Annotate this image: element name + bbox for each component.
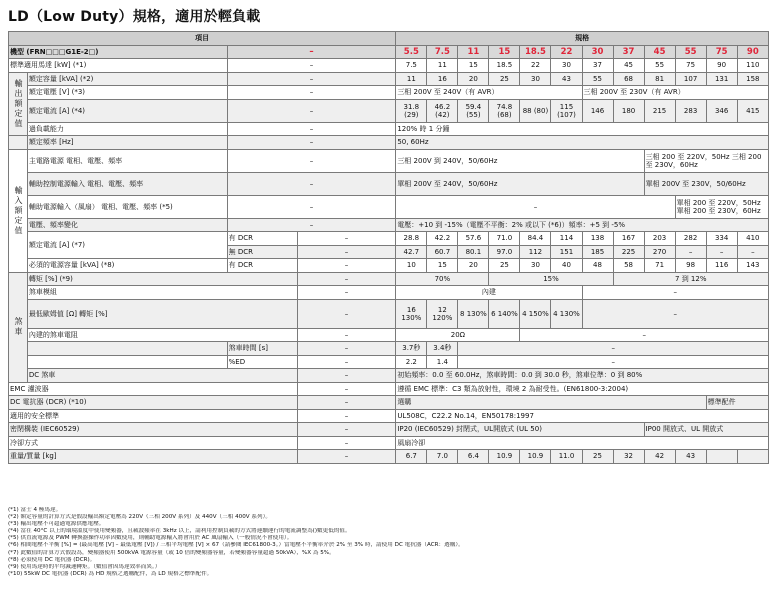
minres-value-none: – xyxy=(582,299,769,328)
input-current-label: 額定電流 [A] (*7) xyxy=(27,232,227,259)
brake-resistor-dash: – xyxy=(297,328,396,342)
emc-label: EMC 濾波器 xyxy=(9,382,298,396)
emc-value: 遵循 EMC 標準：C3 類為放射性，環境 2 為耐受性。(EN61800-3:2004) xyxy=(396,382,769,396)
brake-dc-value: 初始頻率：0.0 至 60.0Hz，煞車時間：0.0 到 30.0 秒，煞車位準：0 到 80% xyxy=(396,369,769,383)
brake-ed-value-none: – xyxy=(458,355,769,369)
footnote: (*3) 輸出電壓不可超過電源供應電壓。 xyxy=(8,521,105,528)
current-value: 74.8 (68) xyxy=(489,99,520,122)
input-main-value-220-230: 三相 200 至 220V，50Hz 三相 200 至 230V，60Hz xyxy=(644,149,768,172)
capacity-value: 107 xyxy=(675,72,706,86)
dcr-row xyxy=(9,396,769,410)
footnotes xyxy=(8,507,768,578)
motor-value: 45 xyxy=(613,59,644,73)
power-value: 40 xyxy=(551,259,582,273)
dcr-value-option: 選購 xyxy=(396,396,706,410)
model-value: 55 xyxy=(675,45,706,59)
weight-label: 重量/質量 [kg] xyxy=(9,450,298,464)
input-variation-row xyxy=(9,218,769,232)
current-value: 46.2 (42) xyxy=(427,99,458,122)
minres-value: 8 130% xyxy=(458,299,489,328)
motor-value: 22 xyxy=(520,59,551,73)
output-current-row xyxy=(9,99,769,122)
nodcr-value: 151 xyxy=(551,245,582,259)
nodcr-value: 225 xyxy=(613,245,644,259)
weight-value: 43 xyxy=(675,450,706,464)
emc-dash: – xyxy=(297,382,396,396)
output-voltage-value-200-230: 三相 200V 至 230V（有 AVR） xyxy=(582,86,769,100)
brake-resistor-label: 內建的煞車電阻 xyxy=(27,328,297,342)
overload-label: 過負載能力 xyxy=(27,122,227,136)
weight-value: 6.4 xyxy=(458,450,489,464)
input-aux-dash: – xyxy=(227,172,396,195)
motor-row xyxy=(9,59,769,73)
dcr-value: 282 xyxy=(675,232,706,246)
input-fan-label: 輔助電源輸入（風扇） 電相、電壓、頻率 (*5) xyxy=(27,195,227,218)
cooling-dash: – xyxy=(297,436,396,450)
input-current-dcr-dash: – xyxy=(297,232,396,246)
nodcr-value: 112 xyxy=(520,245,551,259)
brake-transistor-value-none: – xyxy=(582,286,769,300)
model-value: 45 xyxy=(644,45,675,59)
cooling-label: 冷卻方式 xyxy=(9,436,298,450)
output-voltage-label: 額定電壓 [V] (*3) xyxy=(27,86,227,100)
model-value: 7.5 xyxy=(427,45,458,59)
freq-row xyxy=(9,136,769,150)
capacity-value: 81 xyxy=(644,72,675,86)
power-value: 20 xyxy=(458,259,489,273)
freq-label: 額定頻率 [Hz] xyxy=(27,136,227,150)
overload-dash: – xyxy=(227,122,396,136)
model-value: 11 xyxy=(458,45,489,59)
brake-torque-dash: – xyxy=(297,272,396,286)
weight-value: 42 xyxy=(644,450,675,464)
dcr-value: 42.2 xyxy=(427,232,458,246)
output-capacity-dash: – xyxy=(227,72,396,86)
input-fan-value: 單相 200 至 220V，50Hz 單相 200 至 230V，60Hz xyxy=(675,195,768,218)
output-current-dash: – xyxy=(227,99,396,122)
brake-ed-value-2-2: 2.2 xyxy=(396,355,427,369)
power-value: 25 xyxy=(489,259,520,273)
power-value: 58 xyxy=(613,259,644,273)
power-value: 48 xyxy=(582,259,613,273)
footnote: (*7) 此數值的計算方式假設為，變頻器使用 500kVA 電源容量（或 10 倍的變頻器容量，若變頻器容量超過 50kVA），%X 為 5%。 xyxy=(8,549,335,556)
output-current-label: 額定電流 [A] (*4) xyxy=(27,99,227,122)
brake-dc-dash: – xyxy=(297,369,396,383)
braking-group-label: 煞車 xyxy=(9,272,28,382)
motor-value: 37 xyxy=(582,59,613,73)
brake-torque-row xyxy=(9,272,769,286)
input-group-label: 輸入額定值 xyxy=(9,149,28,272)
input-main-label: 主電路電源 電相、電壓、頻率 xyxy=(27,149,227,172)
output-group-label: 輸出額定值 xyxy=(9,72,28,136)
header-spec: 規格 xyxy=(396,32,769,46)
brake-time-dash: – xyxy=(297,342,396,356)
brake-minres-dash: – xyxy=(297,299,396,328)
current-value: 415 xyxy=(737,99,768,122)
safety-dash: – xyxy=(297,409,396,423)
input-aux-value-240: 單相 200V 至 240V，50/60Hz xyxy=(396,172,644,195)
output-capacity-label: 額定容量 [kVA] (*2) xyxy=(27,72,227,86)
brake-time-label: 煞車時間 [s] xyxy=(227,342,297,356)
model-label: 機型 (FRN□□□G1E-2□) xyxy=(9,45,228,59)
footnote: (*8) 必須使用 DC 電抗器 (DCR)。 xyxy=(8,556,96,563)
weight-value: 32 xyxy=(613,450,644,464)
safety-row xyxy=(9,409,769,423)
input-fan-value-none: – xyxy=(396,195,675,218)
output-capacity-row xyxy=(9,72,769,86)
input-variation-label: 電壓、頻率變化 xyxy=(27,218,227,232)
capacity-value: 43 xyxy=(551,72,582,86)
current-value: 283 xyxy=(675,99,706,122)
nodcr-value: 185 xyxy=(582,245,613,259)
brake-resistor-row xyxy=(9,328,769,342)
model-value: 18.5 xyxy=(520,45,551,59)
motor-value: 110 xyxy=(737,59,768,73)
current-value: 346 xyxy=(706,99,737,122)
brake-resistor-value-none: – xyxy=(520,328,769,342)
input-current-nodcr-label: 無 DCR xyxy=(227,245,297,259)
freq-dash: – xyxy=(227,136,396,150)
brake-ed-value-1-4: 1.4 xyxy=(427,355,458,369)
brake-ed-dash: – xyxy=(297,355,396,369)
input-variation-value: 電壓：+10 到 -15%（電壓不平衡：2% 或以下 (*6)）頻率：+5 到 -5% xyxy=(396,218,769,232)
motor-value: 75 xyxy=(675,59,706,73)
brake-transistor-dash: – xyxy=(297,286,396,300)
weight-value: 11.0 xyxy=(551,450,582,464)
input-current-dcr-label: 有 DCR xyxy=(227,232,297,246)
brake-time-value-3-4: 3.4秒 xyxy=(427,342,458,356)
input-main-value-240: 三相 200V 到 240V，50/60Hz xyxy=(396,149,644,172)
brake-torque-label: 轉矩 [%] (*9) xyxy=(27,272,297,286)
dcr-value: 28.8 xyxy=(396,232,427,246)
current-value: 180 xyxy=(613,99,644,122)
brake-transistor-value-builtin: 內建 xyxy=(396,286,582,300)
power-value: 116 xyxy=(706,259,737,273)
brake-ed-label: %ED xyxy=(227,355,297,369)
current-value: 88 (80) xyxy=(520,99,551,122)
current-value: 115 (107) xyxy=(551,99,582,122)
input-aux-value-230: 單相 200V 至 230V，50/60Hz xyxy=(644,172,768,195)
current-value: 146 xyxy=(582,99,613,122)
minres-value: 6 140% xyxy=(489,299,520,328)
input-power-label: 必須的電源容量 [kVA] (*8) xyxy=(27,259,227,273)
footnote: (*9) 使用馬達時的平均減速轉矩。（數值會因馬達效率而異。） xyxy=(8,563,161,570)
freq-value: 50, 60Hz xyxy=(396,136,769,150)
motor-label: 標準適用馬達 [kW] (*1) xyxy=(9,59,228,73)
brake-dc-row xyxy=(9,369,769,383)
dcr-value: 84.4 xyxy=(520,232,551,246)
weight-value: 10.9 xyxy=(489,450,520,464)
brake-torque-value-70: 70% xyxy=(396,272,489,286)
nodcr-value: 60.7 xyxy=(427,245,458,259)
model-value: 15 xyxy=(489,45,520,59)
model-value: 30 xyxy=(582,45,613,59)
motor-value: 7.5 xyxy=(396,59,427,73)
weight-row xyxy=(9,450,769,464)
nodcr-value: – xyxy=(737,245,768,259)
capacity-value: 25 xyxy=(489,72,520,86)
overload-row xyxy=(9,122,769,136)
dcr-value-standard: 標準配件 xyxy=(706,396,768,410)
input-fan-row xyxy=(9,195,769,218)
brake-transistor-label: 煞車模組 xyxy=(27,286,297,300)
nodcr-value: 42.7 xyxy=(396,245,427,259)
footnote: (*1) 富士 4 極馬達。 xyxy=(8,507,62,513)
model-value: 75 xyxy=(706,45,737,59)
header-item: 項目 xyxy=(9,32,396,46)
capacity-value: 131 xyxy=(706,72,737,86)
model-row xyxy=(9,45,769,59)
minres-value: 4 130% xyxy=(551,299,582,328)
motor-value: 55 xyxy=(644,59,675,73)
dcr-value: 334 xyxy=(706,232,737,246)
spec-table xyxy=(8,31,769,464)
output-voltage-value-200-240: 三相 200V 至 240V（有 AVR） xyxy=(396,86,582,100)
brake-ed-row xyxy=(9,355,769,369)
capacity-value: 16 xyxy=(427,72,458,86)
input-aux-row xyxy=(9,172,769,195)
brake-time-row xyxy=(9,342,769,356)
input-variation-dash: – xyxy=(227,218,396,232)
enclosure-label: 密閉構裝 (IEC60529) xyxy=(9,423,298,437)
current-value: 31.8 (29) xyxy=(396,99,427,122)
minres-value: 12 120% xyxy=(427,299,458,328)
dcr-value: 138 xyxy=(582,232,613,246)
capacity-value: 20 xyxy=(458,72,489,86)
footnote: (*5) 供直流電源及 PWM 轉換器操作功率因數使用，則輔助電源輸入將會用於 AC 風扇輸入（一般情況不會使用）。 xyxy=(8,535,293,542)
brake-torque-value-7-12: 7 到 12% xyxy=(613,272,768,286)
capacity-value: 30 xyxy=(520,72,551,86)
power-value: 71 xyxy=(644,259,675,273)
input-power-row xyxy=(9,259,769,273)
footnote: (*6) 相間電壓不平衡 [%] = (最高電壓 [V] – 最低電壓 [V]) / 三相平均電壓 [V] × 67（請參閱 IEC61800-3。）當電壓不平衡率介於 2% 至 3% 時，請使用 DC 電抗器（ACR：選購）。 xyxy=(8,542,464,549)
input-main-row xyxy=(9,149,769,172)
cooling-row xyxy=(9,436,769,450)
motor-value: 15 xyxy=(458,59,489,73)
brake-minres-row xyxy=(9,299,769,328)
capacity-value: 55 xyxy=(582,72,613,86)
nodcr-value: 270 xyxy=(644,245,675,259)
nodcr-value: 80.1 xyxy=(458,245,489,259)
dcr-value: 167 xyxy=(613,232,644,246)
footnote: (*10) 55kW DC 電抗器 (DCR) 為 HD 規格之選購配件，為 LD 規格之標準配件。 xyxy=(8,570,213,577)
dcr-label: DC 電抗器 (DCR) (*10) xyxy=(9,396,298,410)
input-main-dash: – xyxy=(227,149,396,172)
power-value: 143 xyxy=(737,259,768,273)
weight-dash: – xyxy=(297,450,396,464)
model-value: 37 xyxy=(613,45,644,59)
dcr-value: 114 xyxy=(551,232,582,246)
minres-value: 4 150% xyxy=(520,299,551,328)
enclosure-value-ip00: IP00 開放式、UL 開放式 xyxy=(644,423,768,437)
brake-minres-label: 最低歐姆值 [Ω] 轉矩 [%] xyxy=(27,299,297,328)
current-value: 215 xyxy=(644,99,675,122)
footnote: (*2) 額定容量的計算方式是假設輸出額定電壓為 220V（三相 200V 系列）及 440V（三相 400V 系列）。 xyxy=(8,514,271,521)
footnote: (*4) 當在 40°C 以上的環境溫度中使用變頻器，且載波頻率在 3kHz 以上，請利用控制負載的方式將連續運行的電流調整為()數更低的值。 xyxy=(8,528,351,535)
brake-time-value-none: – xyxy=(458,342,769,356)
power-value: 98 xyxy=(675,259,706,273)
input-current-dcr-row xyxy=(9,232,769,246)
enclosure-row xyxy=(9,423,769,437)
safety-label: 適用的安全標準 xyxy=(9,409,298,423)
power-value: 15 xyxy=(427,259,458,273)
enclosure-value-ip20: IP20 (IEC60529) 封閉式，UL開放式 (UL 50) xyxy=(396,423,644,437)
motor-value: 90 xyxy=(706,59,737,73)
weight-value: 10.9 xyxy=(520,450,551,464)
output-voltage-dash: – xyxy=(227,86,396,100)
motor-value: 30 xyxy=(551,59,582,73)
dcr-value: 57.6 xyxy=(458,232,489,246)
page-title: LD（Low Duty）規格，適用於輕負載 xyxy=(8,9,261,25)
model-value: 5.5 xyxy=(396,45,427,59)
model-value: 90 xyxy=(737,45,768,59)
cooling-value: 風扇冷卻 xyxy=(396,436,769,450)
input-aux-label: 輔助控制電源輸入 電相、電壓、頻率 xyxy=(27,172,227,195)
capacity-value: 68 xyxy=(613,72,644,86)
capacity-value: 11 xyxy=(396,72,427,86)
dcr-value: 71.0 xyxy=(489,232,520,246)
nodcr-value: 97.0 xyxy=(489,245,520,259)
safety-value: UL508C，C22.2 No.14，EN50178:1997 xyxy=(396,409,769,423)
brake-transistor-row xyxy=(9,286,769,300)
model-value: 22 xyxy=(551,45,582,59)
dcr-value: 410 xyxy=(737,232,768,246)
input-current-nodcr-dash: – xyxy=(297,245,396,259)
weight-value: 7.0 xyxy=(427,450,458,464)
minres-value: 16 130% xyxy=(396,299,427,328)
input-power-dcr-label: 有 DCR xyxy=(227,259,297,273)
enclosure-dash: – xyxy=(297,423,396,437)
brake-resistor-value-20ohm: 20Ω xyxy=(396,328,520,342)
overload-value: 120% 時 1 分鐘 xyxy=(396,122,769,136)
nodcr-value: – xyxy=(675,245,706,259)
input-power-dash: – xyxy=(297,259,396,273)
brake-torque-value-15: 15% xyxy=(489,272,613,286)
dcr-dash: – xyxy=(297,396,396,410)
output-voltage-row xyxy=(9,86,769,100)
header-row xyxy=(9,32,769,46)
motor-dash: – xyxy=(227,59,396,73)
motor-value: 11 xyxy=(427,59,458,73)
model-dash: – xyxy=(227,45,396,59)
nodcr-value: – xyxy=(706,245,737,259)
brake-time-value-3-7: 3.7秒 xyxy=(396,342,427,356)
weight-value: 25 xyxy=(582,450,613,464)
power-value: 30 xyxy=(520,259,551,273)
capacity-value: 158 xyxy=(737,72,768,86)
weight-value: 6.7 xyxy=(396,450,427,464)
motor-value: 18.5 xyxy=(489,59,520,73)
power-value: 10 xyxy=(396,259,427,273)
current-value: 59.4 (55) xyxy=(458,99,489,122)
dcr-value: 203 xyxy=(644,232,675,246)
brake-dc-label: DC 煞車 xyxy=(27,369,297,383)
emc-row xyxy=(9,382,769,396)
input-fan-dash: – xyxy=(227,195,396,218)
